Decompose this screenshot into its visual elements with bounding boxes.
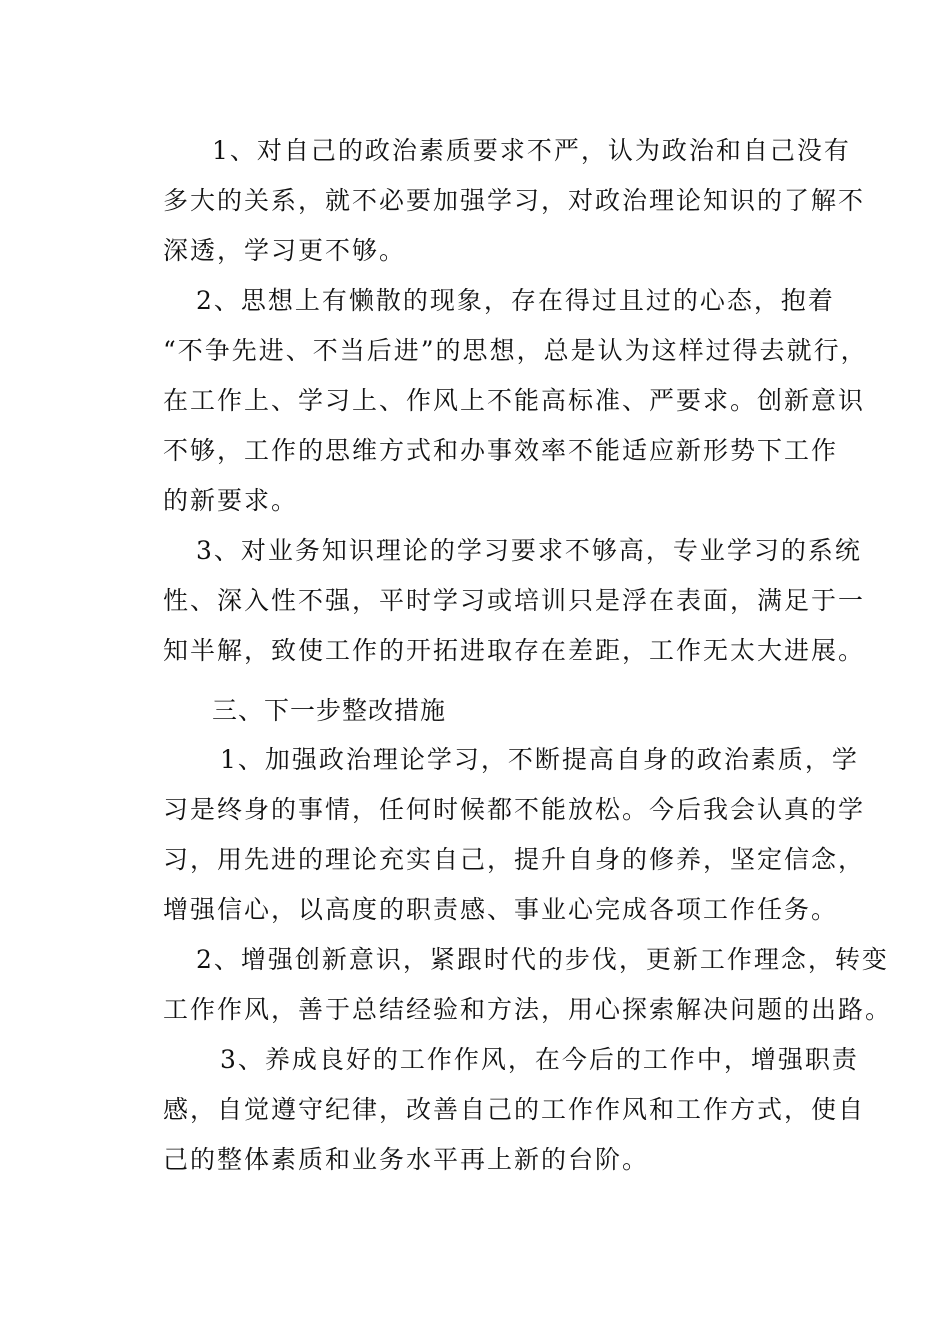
paragraph-line: 2、思想上有懒散的现象，存在得过且过的心态，抱着 [196,286,835,315]
paragraph-line: 3、对业务知识理论的学习要求不够高，专业学习的系统 [196,536,862,565]
paragraph-line: 深透，学习更不够。 [163,236,407,265]
paragraph-line: 工作作风，善于总结经验和方法，用心探索解决问题的出路。 [163,995,893,1024]
paragraph-line: 知半解，致使工作的开拓进取存在差距，工作无太大进展。 [163,636,866,665]
paragraph-line: 2、增强创新意识，紧跟时代的步伐，更新工作理念，转变 [196,945,889,974]
paragraph-line: 习是终身的事情，任何时候都不能放松。今后我会认真的学 [163,795,866,824]
paragraph-line: 不够，工作的思维方式和办事效率不能适应新形势下工作 [163,436,839,465]
paragraph-line: 3、养成良好的工作作风，在今后的工作中，增强职责 [220,1045,859,1074]
paragraph-line: 在工作上、学习上、作风上不能高标准、严要求。创新意识 [163,386,866,415]
paragraph-line: 1、加强政治理论学习，不断提高自身的政治素质，学 [220,745,859,774]
paragraph-line: 己的整体素质和业务水平再上新的台阶。 [163,1145,650,1174]
paragraph-line: 的新要求。 [163,486,299,515]
paragraph-line: 感，自觉遵守纪律，改善自己的工作作风和工作方式，使自 [163,1095,866,1124]
paragraph-line: 多大的关系，就不必要加强学习，对政治理论知识的了解不 [163,186,866,215]
paragraph-line: 习，用先进的理论充实自己，提升自身的修养，坚定信念， [163,845,866,874]
paragraph-line: “不争先进、不当后进”的思想，总是认为这样过得去就行， [163,336,868,365]
paragraph-line: 1、对自己的政治素质要求不严，认为政治和自己没有 [212,136,851,165]
section-heading: 三、下一步整改措施 [212,696,447,725]
paragraph-line: 性、深入性不强，平时学习或培训只是浮在表面，满足于一 [163,586,866,615]
paragraph-line: 增强信心，以高度的职责感、事业心完成各项工作任务。 [163,895,839,924]
